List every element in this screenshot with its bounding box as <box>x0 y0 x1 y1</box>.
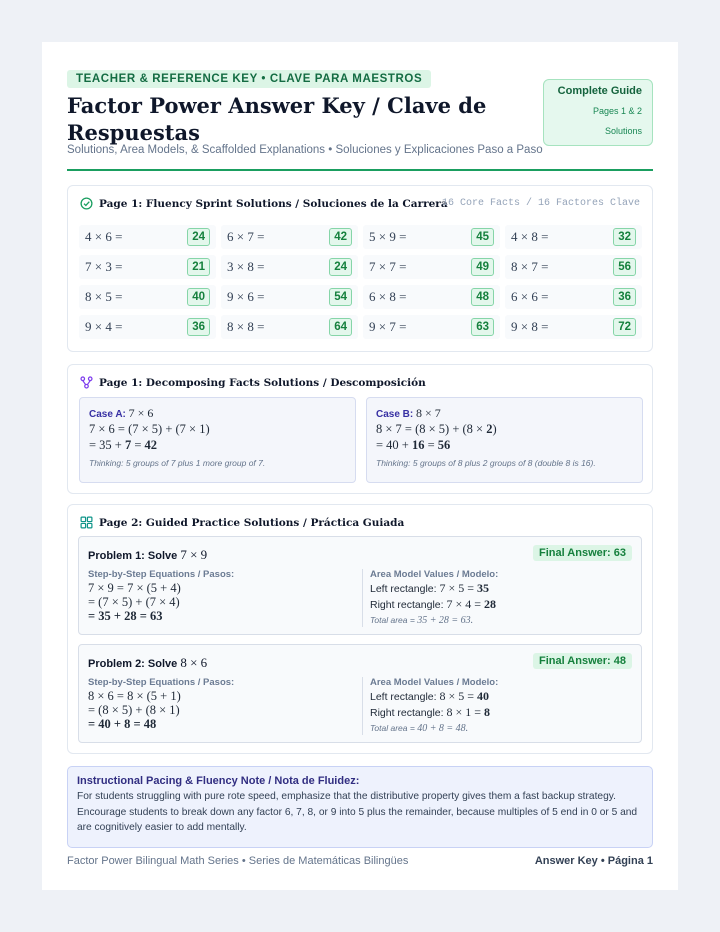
fluency-question: 9 × 4 = <box>85 319 123 334</box>
fluency-question: 7 × 3 = <box>85 259 123 274</box>
check-circle-icon <box>80 197 93 210</box>
steps-label: Step-by-Step Equations / Pasos: <box>88 677 235 688</box>
problem-1-left-rect <box>370 581 622 597</box>
problem-1-fact: 7 × 9 <box>180 547 208 562</box>
steps-label: Step-by-Step Equations / Pasos: <box>88 569 235 580</box>
problem-1-steps <box>88 569 353 623</box>
guide-title: Complete Guide <box>557 85 642 97</box>
decomposing-section <box>67 364 653 494</box>
fluency-grid <box>79 225 643 339</box>
fluency-cell <box>363 225 500 249</box>
case-b-label <box>376 406 633 421</box>
case-a-line1: 7 × 6 = (7 × 5) + (7 × 1) <box>89 422 210 436</box>
problem-1-right-rect <box>370 597 622 613</box>
case-b-box <box>366 397 643 483</box>
page-subtitle: Solutions, Area Models, & Scaffolded Explanations • Soluciones y Explicaciones Paso a Paso <box>67 144 543 156</box>
fluency-section <box>67 185 653 352</box>
case-b-thinking: Thinking: 5 groups of 8 plus 2 groups of 8 (double 8 is 16). <box>376 458 596 468</box>
complete-guide-box <box>543 79 653 146</box>
pacing-note <box>67 766 653 848</box>
problem-2-label: Problem 2: Solve <box>88 658 178 670</box>
fluency-question: 3 × 8 = <box>227 259 265 274</box>
fluency-answer: 63 <box>471 318 494 336</box>
note-title: Instructional Pacing & Fluency Note / Nota de Fluidez: <box>77 775 360 787</box>
case-b-line2-mid: = <box>424 438 438 452</box>
problem-1-label: Problem 1: Solve <box>88 550 178 562</box>
fluency-cell <box>79 225 216 249</box>
fluency-question: 7 × 7 = <box>369 259 407 274</box>
fluency-answer: 54 <box>329 288 352 306</box>
problem-2-fact: 8 × 6 <box>180 655 208 670</box>
case-a-line2-pre: = 35 + <box>89 438 125 452</box>
left-rect-value: 40 <box>477 689 490 703</box>
fluency-question: 8 × 8 = <box>227 319 265 334</box>
left-rect-label: Left rectangle: <box>370 583 437 595</box>
fluency-cell <box>363 285 500 309</box>
left-rect-label: Left rectangle: <box>370 691 437 703</box>
case-b-line2-pre: = 40 + <box>376 438 412 452</box>
fluency-question: 8 × 5 = <box>85 289 123 304</box>
fluency-question: 9 × 7 = <box>369 319 407 334</box>
fluency-answer: 32 <box>613 228 636 246</box>
total-expr: 40 + 8 = 48. <box>417 723 469 734</box>
problem-2-left-rect <box>370 689 622 705</box>
problem-2-total <box>370 721 622 736</box>
left-rect-expr: 7 × 5 = <box>439 581 478 595</box>
problem-2-area-model <box>362 677 622 735</box>
case-a-thinking: Thinking: 5 groups of 7 plus 1 more group of 7. <box>89 458 266 468</box>
case-a-line2-bold2: 42 <box>144 438 158 452</box>
problem-1-final-answer: Final Answer: 63 <box>533 545 632 561</box>
case-a-label <box>89 406 346 421</box>
problem-2-steps <box>88 677 353 731</box>
fluency-answer: 42 <box>329 228 352 246</box>
page-title: Factor Power Answer Key / Clave de Respuestas <box>67 93 487 145</box>
fluency-cell <box>505 255 642 279</box>
fluency-cell <box>505 285 642 309</box>
left-rect-expr: 8 × 5 = <box>439 689 478 703</box>
problem-1-total <box>370 613 622 628</box>
right-rect-value: 8 <box>484 705 491 719</box>
case-b-line1-pre: 8 × 7 = (8 × 5) + (8 × <box>376 422 487 436</box>
fluency-question: 9 × 8 = <box>511 319 549 334</box>
case-b-line1-post: ) <box>492 422 497 436</box>
total-label: Total area = <box>370 723 418 733</box>
case-b-label-text: Case B: <box>376 409 414 420</box>
fluency-answer: 24 <box>187 228 210 246</box>
fluency-title: Page 1: Fluency Sprint Solutions / Soluciones de la Carrera <box>99 197 448 210</box>
fluency-question: 8 × 7 = <box>511 259 549 274</box>
fluency-answer: 56 <box>613 258 636 276</box>
fluency-answer: 45 <box>471 228 494 246</box>
fluency-count: 16 Core Facts / 16 Factores Clave <box>441 198 640 209</box>
fluency-cell <box>505 225 642 249</box>
problem-2-box <box>78 644 642 743</box>
footer-page: Answer Key • Página 1 <box>534 855 653 867</box>
right-rect-expr: 8 × 1 = <box>446 705 485 719</box>
problem-1-step-2: = (7 × 5) + (7 × 4) <box>88 595 180 609</box>
case-b-line2-bold1: 16 <box>411 438 425 452</box>
fluency-question: 4 × 6 = <box>85 229 123 244</box>
fluency-cell <box>79 255 216 279</box>
fluency-answer: 36 <box>187 318 210 336</box>
right-rect-value: 28 <box>484 597 497 611</box>
fluency-answer: 49 <box>471 258 494 276</box>
header-divider <box>67 169 653 171</box>
fluency-question: 9 × 6 = <box>227 289 265 304</box>
case-a-line2 <box>89 437 346 453</box>
fluency-answer: 24 <box>329 258 352 276</box>
area-label: Area Model Values / Modelo: <box>370 569 499 580</box>
left-rect-value: 35 <box>477 581 490 595</box>
fluency-cell <box>221 255 358 279</box>
right-rect-expr: 7 × 4 = <box>446 597 485 611</box>
fluency-answer: 64 <box>329 318 352 336</box>
decomposing-title: Page 1: Decomposing Facts Solutions / Descomposición <box>99 376 426 389</box>
fluency-answer: 72 <box>613 318 636 336</box>
case-b-line2-bold2: 56 <box>437 438 451 452</box>
problem-2-step-3: = 40 + 8 = 48 <box>88 717 157 731</box>
fluency-question: 6 × 8 = <box>369 289 407 304</box>
fluency-cell <box>79 285 216 309</box>
total-label: Total area = <box>370 615 418 625</box>
case-b-line2 <box>376 437 633 453</box>
case-a-label-text: Case A: <box>89 409 126 420</box>
decomposing-section-header <box>80 376 426 389</box>
fluency-cell <box>363 315 500 339</box>
fluency-question: 6 × 6 = <box>511 289 549 304</box>
fluency-question: 5 × 9 = <box>369 229 407 244</box>
branch-icon <box>80 376 93 389</box>
guide-pages: Pages 1 & 2 <box>592 106 642 116</box>
problem-2-right-rect <box>370 705 622 721</box>
case-a-line2-mid: = <box>131 438 145 452</box>
case-a-fact: 7 × 6 <box>128 406 154 420</box>
fluency-question: 6 × 7 = <box>227 229 265 244</box>
guided-section-header <box>80 516 404 529</box>
fluency-cell <box>221 315 358 339</box>
fluency-answer: 36 <box>613 288 636 306</box>
fluency-answer: 48 <box>471 288 494 306</box>
right-rect-label: Right rectangle: <box>370 707 444 719</box>
total-expr: 35 + 28 = 63. <box>417 615 474 626</box>
guided-practice-section <box>67 504 653 754</box>
fluency-cell <box>221 225 358 249</box>
guide-solutions: Solutions <box>604 126 642 136</box>
problem-1-step-1: 7 × 9 = 7 × (5 + 4) <box>88 581 181 595</box>
problem-2-final-answer: Final Answer: 48 <box>533 653 632 669</box>
fluency-question: 4 × 8 = <box>511 229 549 244</box>
guided-title: Page 2: Guided Practice Solutions / Práctica Guiada <box>99 516 405 529</box>
case-b-line1-bold: 2 <box>486 422 493 436</box>
fluency-answer: 40 <box>187 288 210 306</box>
fluency-answer: 21 <box>187 258 210 276</box>
answer-key-page <box>42 42 678 890</box>
grid-icon <box>80 516 93 529</box>
right-rect-label: Right rectangle: <box>370 599 444 611</box>
fluency-cell <box>505 315 642 339</box>
teacher-badge: TEACHER & REFERENCE KEY • CLAVE PARA MAESTROS <box>67 70 431 88</box>
case-b-line1 <box>376 421 633 437</box>
fluency-section-header <box>80 197 448 210</box>
area-label: Area Model Values / Modelo: <box>370 677 499 688</box>
fluency-cell <box>363 255 500 279</box>
case-a-line2-bold1: 7 <box>124 438 132 452</box>
problem-2-step-1: 8 × 6 = 8 × (5 + 1) <box>88 689 181 703</box>
problem-1-title <box>88 547 207 563</box>
footer-series: Factor Power Bilingual Math Series • Series de Matemáticas Bilingües <box>67 855 409 867</box>
note-body: For students struggling with pure rote speed, emphasize that the distributive property gives them a fast backup strategy. Encourage students to break down any factor 6, 7, 8, or 9 into 5 plus the remainder, because multiples of 5 end in 0 or 5 and are cognitively easier to add mentally. <box>77 791 638 833</box>
problem-2-step-2: = (8 × 5) + (8 × 1) <box>88 703 180 717</box>
problem-2-title <box>88 655 207 671</box>
fluency-cell <box>221 285 358 309</box>
case-a-box <box>79 397 356 483</box>
problem-1-step-3: = 35 + 28 = 63 <box>88 609 163 623</box>
problem-1-box <box>78 536 642 635</box>
fluency-cell <box>79 315 216 339</box>
case-b-fact: 8 × 7 <box>416 406 441 420</box>
problem-1-area-model <box>362 569 622 627</box>
